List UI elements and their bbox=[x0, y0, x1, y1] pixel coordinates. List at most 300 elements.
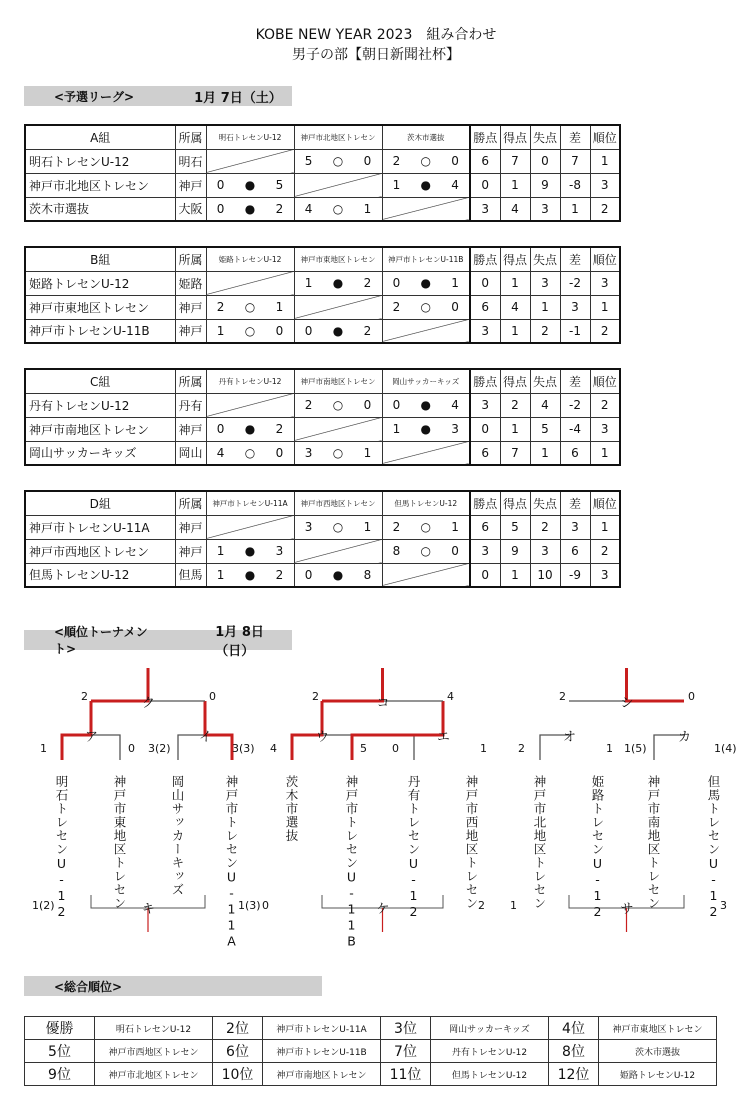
team-name-vertical: 神戸市東地区トレセン bbox=[112, 775, 127, 910]
result-part: ● bbox=[332, 567, 344, 582]
match-label: コ bbox=[376, 696, 390, 711]
team-name-vertical: 但馬トレセンU-12 bbox=[706, 775, 721, 920]
team-pts: 3 bbox=[470, 197, 500, 221]
header-opponent: 岡山サッカーキッズ bbox=[382, 369, 470, 393]
match-label: サ bbox=[620, 902, 634, 917]
bracket-line bbox=[322, 668, 383, 701]
team-pts: 0 bbox=[470, 417, 500, 441]
result-part: 0 bbox=[216, 201, 225, 216]
team-ga: 10 bbox=[530, 563, 560, 587]
header-diff: 差 bbox=[560, 491, 590, 515]
team-name: 茨木市選抜 bbox=[25, 197, 175, 221]
team-gf: 5 bbox=[500, 515, 530, 539]
result-part: 0 bbox=[275, 445, 284, 460]
team-aff: 但馬 bbox=[175, 563, 206, 587]
final-place: 2位 bbox=[213, 1017, 263, 1040]
table-row bbox=[25, 441, 620, 465]
result-part: 0 bbox=[216, 422, 225, 436]
team-diff: -9 bbox=[560, 563, 590, 587]
final-team: 神戸市トレセンU-11B bbox=[263, 1040, 381, 1063]
header-aff: 所属 bbox=[175, 491, 206, 515]
result-part: ○ bbox=[332, 520, 344, 534]
team-diff: 3 bbox=[560, 295, 590, 319]
score: 2 bbox=[312, 690, 319, 703]
team-ga: 3 bbox=[530, 271, 560, 295]
final-place: 10位 bbox=[213, 1063, 263, 1086]
match-label: ウ bbox=[316, 730, 330, 745]
result bbox=[295, 446, 382, 460]
result bbox=[383, 300, 470, 314]
self-cell bbox=[206, 393, 294, 417]
self-cell bbox=[206, 271, 294, 295]
team-ga: 1 bbox=[530, 295, 560, 319]
result-cell bbox=[382, 515, 470, 539]
result-part: 4 bbox=[451, 178, 459, 192]
result-part: 2 bbox=[275, 201, 284, 216]
result bbox=[295, 202, 382, 216]
team-name-vertical: 神戸市南地区トレセン bbox=[646, 775, 661, 910]
result-part: 5 bbox=[275, 178, 284, 192]
header-pts: 勝点 bbox=[470, 247, 500, 271]
result bbox=[207, 178, 294, 192]
team-name: 神戸市トレセンU-11B bbox=[25, 319, 175, 343]
team-aff: 神戸 bbox=[175, 539, 206, 563]
team-rank: 3 bbox=[590, 417, 620, 441]
team-name: 明石トレセンU-12 bbox=[25, 149, 175, 173]
result bbox=[383, 398, 470, 412]
match-label: ア bbox=[85, 730, 99, 745]
result-part: ○ bbox=[332, 398, 344, 412]
score: 4 bbox=[447, 690, 454, 703]
team-aff: 大阪 bbox=[175, 197, 206, 221]
league-table-2 bbox=[24, 368, 621, 466]
final-team: 神戸市南地区トレセン bbox=[263, 1063, 381, 1086]
header-pts: 勝点 bbox=[470, 369, 500, 393]
table-row bbox=[25, 197, 620, 221]
final-place: 12位 bbox=[549, 1063, 599, 1086]
header-pts: 勝点 bbox=[470, 125, 500, 149]
header-ga: 失点 bbox=[530, 125, 560, 149]
self-cell bbox=[382, 441, 470, 465]
score: 0 bbox=[392, 742, 399, 755]
header-gf: 得点 bbox=[500, 369, 530, 393]
score: 1 bbox=[606, 742, 613, 755]
team-ga: 5 bbox=[530, 417, 560, 441]
result-part: 2 bbox=[363, 323, 372, 338]
team-diff: -8 bbox=[560, 173, 590, 197]
result-part: 1 bbox=[216, 544, 225, 558]
result-part: 8 bbox=[392, 544, 401, 558]
result-part: ● bbox=[244, 201, 256, 216]
tournament-bracket bbox=[0, 660, 752, 950]
result-part: ● bbox=[420, 398, 431, 412]
result-part: 2 bbox=[392, 520, 401, 534]
team-gf: 7 bbox=[500, 149, 530, 173]
match-label: エ bbox=[437, 730, 451, 745]
team-name-vertical: 岡山サッカーキッズ bbox=[170, 775, 185, 897]
team-ga: 9 bbox=[530, 173, 560, 197]
header-aff: 所属 bbox=[175, 369, 206, 393]
score: 1 bbox=[480, 742, 487, 755]
team-name: 丹有トレセンU-12 bbox=[25, 393, 175, 417]
score: 2 bbox=[81, 690, 88, 703]
group-name: C組 bbox=[25, 369, 175, 393]
league-label: <予選リーグ> bbox=[54, 89, 135, 104]
table-row bbox=[25, 271, 620, 295]
team-aff: 明石 bbox=[175, 149, 206, 173]
result-cell bbox=[294, 197, 382, 221]
result-part: 1 bbox=[451, 520, 459, 534]
final-place: 7位 bbox=[381, 1040, 431, 1063]
result-cell bbox=[382, 149, 470, 173]
result-cell bbox=[206, 539, 294, 563]
group-name: A組 bbox=[25, 125, 175, 149]
header-opponent: 神戸市西地区トレセン bbox=[294, 491, 382, 515]
result-part: 4 bbox=[304, 201, 313, 216]
score: 1(2) bbox=[32, 899, 55, 912]
final-team: 神戸市トレセンU-11A bbox=[263, 1017, 381, 1040]
result-cell bbox=[294, 271, 382, 295]
result-part: ● bbox=[420, 276, 431, 290]
team-aff: 神戸 bbox=[175, 515, 206, 539]
team-aff: 神戸 bbox=[175, 295, 206, 319]
result-part: 2 bbox=[275, 422, 284, 436]
team-diff: 7 bbox=[560, 149, 590, 173]
league-date: 1月 7日（土） bbox=[194, 90, 282, 106]
header-gf: 得点 bbox=[500, 125, 530, 149]
final-place: 9位 bbox=[25, 1063, 95, 1086]
result-part: 4 bbox=[216, 445, 225, 460]
table-row bbox=[25, 295, 620, 319]
header-opponent: 神戸市北地区トレセン bbox=[294, 125, 382, 149]
result-part: 2 bbox=[216, 300, 225, 314]
result-part: 5 bbox=[304, 154, 313, 168]
result-part: 1 bbox=[392, 178, 401, 192]
header-aff: 所属 bbox=[175, 247, 206, 271]
result bbox=[383, 276, 470, 290]
result-part: 0 bbox=[451, 544, 459, 558]
team-aff: 神戸 bbox=[175, 417, 206, 441]
team-rank: 2 bbox=[590, 539, 620, 563]
table-row bbox=[25, 1017, 717, 1040]
self-cell bbox=[294, 417, 382, 441]
final-place: 3位 bbox=[381, 1017, 431, 1040]
team-rank: 2 bbox=[590, 197, 620, 221]
result bbox=[207, 202, 294, 216]
result bbox=[207, 446, 294, 460]
result-part: ● bbox=[244, 178, 256, 192]
final-ranking-table bbox=[24, 1016, 717, 1086]
result-cell bbox=[206, 319, 294, 343]
result-part: 2 bbox=[392, 154, 401, 168]
bracket-line bbox=[627, 668, 685, 701]
team-rank: 2 bbox=[590, 393, 620, 417]
header-opponent: 神戸市トレセンU-11A bbox=[206, 491, 294, 515]
result-part: 3 bbox=[451, 422, 459, 436]
header-opponent: 明石トレセンU-12 bbox=[206, 125, 294, 149]
team-gf: 4 bbox=[500, 295, 530, 319]
result-part: 1 bbox=[216, 567, 225, 582]
result-part: 2 bbox=[363, 276, 372, 290]
result-part: 0 bbox=[451, 154, 459, 168]
result-part: ● bbox=[244, 422, 256, 436]
final-team: 但馬トレセンU-12 bbox=[431, 1063, 549, 1086]
team-name-vertical: 神戸市トレセンU-11A bbox=[224, 775, 239, 950]
self-cell bbox=[294, 295, 382, 319]
score: 0 bbox=[688, 690, 695, 703]
final-place: 5位 bbox=[25, 1040, 95, 1063]
result-cell bbox=[382, 417, 470, 441]
result-cell bbox=[206, 173, 294, 197]
tournament-label: <順位トーナメント> bbox=[54, 625, 148, 656]
header-opponent: 但馬トレセンU-12 bbox=[382, 491, 470, 515]
team-name: 神戸市トレセンU-11A bbox=[25, 515, 175, 539]
table-row bbox=[25, 515, 620, 539]
team-ga: 3 bbox=[530, 539, 560, 563]
result-part: ○ bbox=[332, 445, 344, 460]
group-name: B組 bbox=[25, 247, 175, 271]
match-label: ク bbox=[142, 696, 156, 711]
result-cell bbox=[206, 441, 294, 465]
team-pts: 0 bbox=[470, 173, 500, 197]
final-section-header bbox=[24, 976, 322, 996]
team-name-vertical: 明石トレセンU-12 bbox=[54, 775, 69, 920]
match-label: イ bbox=[199, 730, 213, 745]
result-cell bbox=[294, 515, 382, 539]
team-rank: 2 bbox=[590, 319, 620, 343]
result-part: 0 bbox=[451, 300, 459, 314]
team-gf: 1 bbox=[500, 271, 530, 295]
team-ga: 2 bbox=[530, 515, 560, 539]
team-ga: 4 bbox=[530, 393, 560, 417]
final-team: 茨木市選抜 bbox=[599, 1040, 717, 1063]
score: 1(5) bbox=[624, 742, 647, 755]
team-name: 神戸市西地区トレセン bbox=[25, 539, 175, 563]
final-place: 11位 bbox=[381, 1063, 431, 1086]
league-table-3 bbox=[24, 490, 621, 588]
team-pts: 6 bbox=[470, 295, 500, 319]
result-cell bbox=[294, 319, 382, 343]
result-part: ○ bbox=[244, 323, 256, 338]
header-aff: 所属 bbox=[175, 125, 206, 149]
team-rank: 1 bbox=[590, 515, 620, 539]
result-cell bbox=[382, 295, 470, 319]
team-diff: 6 bbox=[560, 539, 590, 563]
team-gf: 1 bbox=[500, 319, 530, 343]
final-team: 岡山サッカーキッズ bbox=[431, 1017, 549, 1040]
result-part: 1 bbox=[363, 201, 372, 216]
result-part: ○ bbox=[420, 154, 431, 168]
result-cell bbox=[206, 197, 294, 221]
final-place: 4位 bbox=[549, 1017, 599, 1040]
score: 5 bbox=[360, 742, 367, 755]
result-part: 4 bbox=[451, 398, 459, 412]
team-name: 姫路トレセンU-12 bbox=[25, 271, 175, 295]
team-rank: 1 bbox=[590, 295, 620, 319]
team-pts: 6 bbox=[470, 149, 500, 173]
final-team: 神戸市東地区トレセン bbox=[599, 1017, 717, 1040]
league-section-header bbox=[24, 86, 292, 106]
team-gf: 1 bbox=[500, 417, 530, 441]
team-name: 神戸市南地区トレセン bbox=[25, 417, 175, 441]
score: 2 bbox=[518, 742, 525, 755]
header-opponent: 姫路トレセンU-12 bbox=[206, 247, 294, 271]
score: 0 bbox=[128, 742, 135, 755]
team-name: 但馬トレセンU-12 bbox=[25, 563, 175, 587]
team-name-vertical: 姫路トレセンU-12 bbox=[590, 775, 605, 920]
result bbox=[383, 154, 470, 168]
table-row bbox=[25, 1040, 717, 1063]
header-rank: 順位 bbox=[590, 125, 620, 149]
final-team: 神戸市北地区トレセン bbox=[95, 1063, 213, 1086]
team-name: 神戸市北地区トレセン bbox=[25, 173, 175, 197]
table-row bbox=[25, 539, 620, 563]
team-name: 岡山サッカーキッズ bbox=[25, 441, 175, 465]
page-title: KOBE NEW YEAR 2023 組み合わせ bbox=[255, 27, 497, 43]
final-team: 明石トレセンU-12 bbox=[95, 1017, 213, 1040]
team-aff: 岡山 bbox=[175, 441, 206, 465]
result-cell bbox=[206, 563, 294, 587]
team-aff: 神戸 bbox=[175, 173, 206, 197]
header-diff: 差 bbox=[560, 125, 590, 149]
team-gf: 2 bbox=[500, 393, 530, 417]
table-row bbox=[25, 417, 620, 441]
result-part: 2 bbox=[392, 300, 401, 314]
team-name-vertical: 神戸市トレセンU-11B bbox=[344, 775, 359, 950]
result bbox=[207, 300, 294, 314]
result-part: 2 bbox=[275, 567, 284, 582]
score: 3(3) bbox=[232, 742, 255, 755]
result-part: ● bbox=[420, 422, 431, 436]
result bbox=[207, 422, 294, 436]
tournament-date: 1月 8日（日） bbox=[215, 625, 264, 659]
league-table-0 bbox=[24, 124, 621, 222]
team-pts: 0 bbox=[470, 271, 500, 295]
table-row bbox=[25, 393, 620, 417]
team-ga: 2 bbox=[530, 319, 560, 343]
match-label: ケ bbox=[376, 902, 390, 917]
result-cell bbox=[382, 173, 470, 197]
result bbox=[295, 568, 382, 582]
score: 1(3) bbox=[238, 899, 261, 912]
score: 2 bbox=[478, 899, 485, 912]
result-part: ● bbox=[244, 544, 256, 558]
self-cell bbox=[294, 539, 382, 563]
group-name: D組 bbox=[25, 491, 175, 515]
result-part: ● bbox=[332, 276, 344, 290]
result-part: 0 bbox=[275, 323, 284, 338]
score: 1 bbox=[40, 742, 47, 755]
result-part: 3 bbox=[275, 544, 284, 558]
header-pts: 勝点 bbox=[470, 491, 500, 515]
header-rank: 順位 bbox=[590, 247, 620, 271]
result-cell bbox=[382, 271, 470, 295]
header-opponent: 神戸市南地区トレセン bbox=[294, 369, 382, 393]
result-cell bbox=[206, 295, 294, 319]
result-part: 0 bbox=[392, 398, 401, 412]
score: 0 bbox=[262, 899, 269, 912]
result-part: ○ bbox=[420, 300, 431, 314]
team-diff: 6 bbox=[560, 441, 590, 465]
result bbox=[295, 154, 382, 168]
result-cell bbox=[294, 393, 382, 417]
team-gf: 1 bbox=[500, 563, 530, 587]
result bbox=[383, 544, 470, 558]
final-team: 姫路トレセンU-12 bbox=[599, 1063, 717, 1086]
result-part: ○ bbox=[332, 154, 344, 168]
self-cell bbox=[206, 149, 294, 173]
team-pts: 6 bbox=[470, 441, 500, 465]
result-part: 0 bbox=[216, 178, 225, 192]
score: 3 bbox=[720, 899, 727, 912]
final-team: 丹有トレセンU-12 bbox=[431, 1040, 549, 1063]
result-part: 1 bbox=[304, 276, 313, 290]
team-rank: 1 bbox=[590, 441, 620, 465]
table-row bbox=[25, 319, 620, 343]
header-diff: 差 bbox=[560, 369, 590, 393]
final-team: 神戸市西地区トレセン bbox=[95, 1040, 213, 1063]
result-part: 1 bbox=[451, 276, 459, 290]
result bbox=[207, 568, 294, 582]
final-place: 8位 bbox=[549, 1040, 599, 1063]
result bbox=[207, 544, 294, 558]
team-ga: 0 bbox=[530, 149, 560, 173]
team-gf: 9 bbox=[500, 539, 530, 563]
bracket-line bbox=[91, 668, 148, 701]
team-aff: 姫路 bbox=[175, 271, 206, 295]
team-ga: 3 bbox=[530, 197, 560, 221]
header-ga: 失点 bbox=[530, 247, 560, 271]
result-part: 3 bbox=[304, 520, 313, 534]
team-rank: 3 bbox=[590, 173, 620, 197]
result-cell bbox=[294, 441, 382, 465]
result-part: 1 bbox=[275, 300, 284, 314]
team-rank: 3 bbox=[590, 271, 620, 295]
result-cell bbox=[382, 393, 470, 417]
team-pts: 3 bbox=[470, 319, 500, 343]
result bbox=[295, 520, 382, 534]
team-gf: 1 bbox=[500, 173, 530, 197]
score: 4 bbox=[270, 742, 277, 755]
result-part: 1 bbox=[363, 520, 372, 534]
result bbox=[207, 324, 294, 338]
header-ga: 失点 bbox=[530, 491, 560, 515]
team-aff: 神戸 bbox=[175, 319, 206, 343]
team-ga: 1 bbox=[530, 441, 560, 465]
result-cell bbox=[294, 563, 382, 587]
team-rank: 3 bbox=[590, 563, 620, 587]
score: 0 bbox=[209, 690, 216, 703]
team-diff: -4 bbox=[560, 417, 590, 441]
match-label: カ bbox=[678, 730, 692, 745]
score: 1 bbox=[510, 899, 517, 912]
result-part: ○ bbox=[420, 520, 431, 534]
team-name-vertical: 神戸市北地区トレセン bbox=[532, 775, 547, 910]
team-diff: -2 bbox=[560, 393, 590, 417]
match-label: キ bbox=[142, 902, 156, 917]
header-opponent: 茨木市選抜 bbox=[382, 125, 470, 149]
team-diff: 1 bbox=[560, 197, 590, 221]
result-part: 3 bbox=[304, 445, 313, 460]
result bbox=[383, 520, 470, 534]
result-part: 2 bbox=[304, 398, 313, 412]
final-place: 優勝 bbox=[25, 1017, 95, 1040]
league-table-1 bbox=[24, 246, 621, 344]
score: 1(4) bbox=[714, 742, 737, 755]
team-pts: 6 bbox=[470, 515, 500, 539]
result-cell bbox=[206, 417, 294, 441]
result-part: 1 bbox=[216, 323, 225, 338]
